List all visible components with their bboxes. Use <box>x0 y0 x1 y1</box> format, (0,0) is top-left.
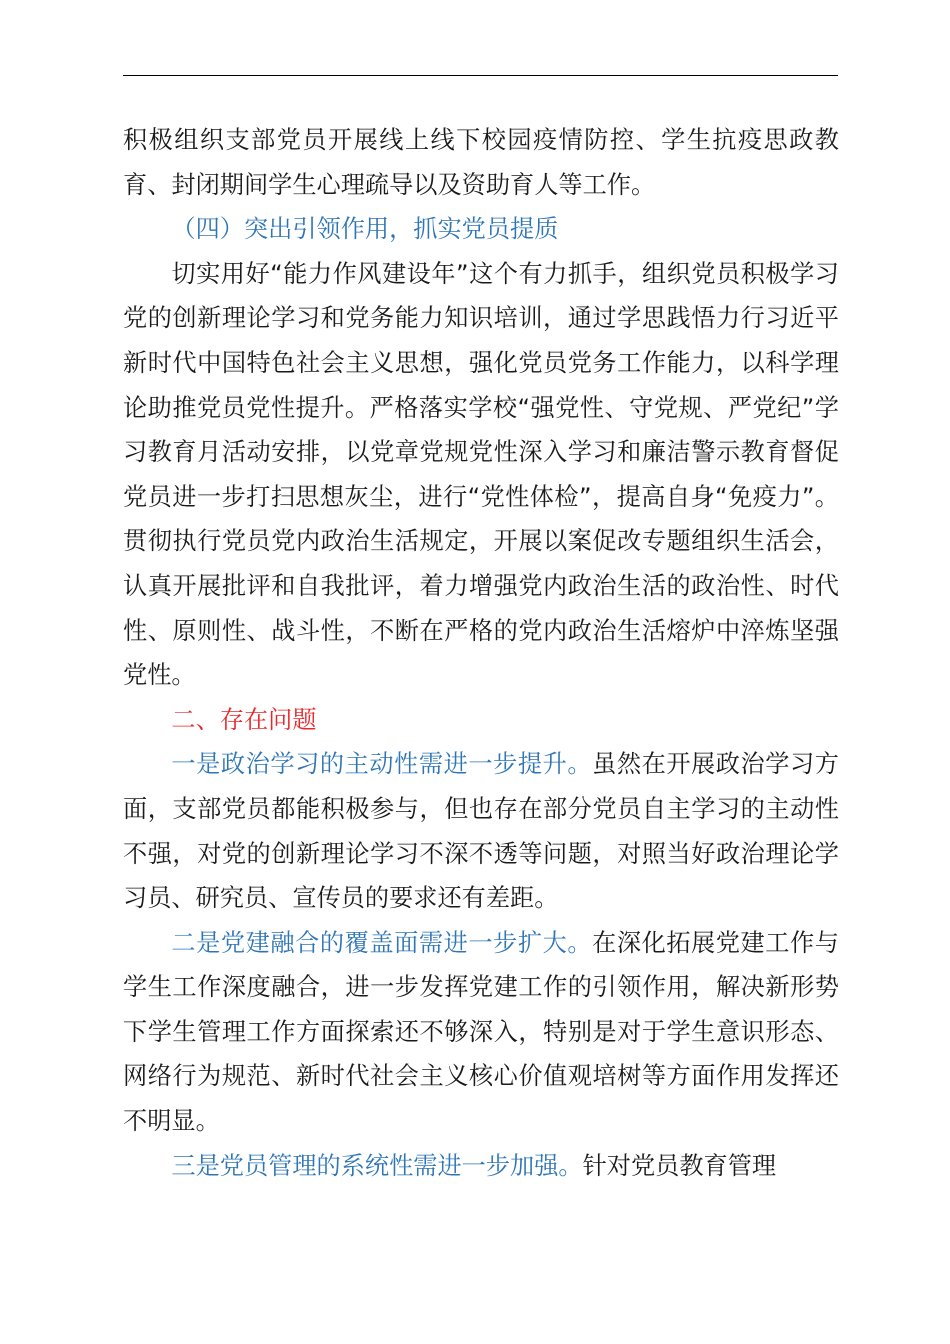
paragraph-problem-2 <box>123 921 839 1144</box>
section-heading-problems: 二、存在问题 <box>171 705 317 734</box>
paragraph-problem-3 <box>123 1144 839 1189</box>
problem-2-body: 在深化拓展党建工作与学生工作深度融合，进一步发挥党建工作的引领作用，解决新形势下学生管理工作方面探索还不够深入，特别是对于学生意识形态、网络行为规范、新时代社会主义核心价值观培树等方面作用发挥还不明显。 <box>123 928 839 1136</box>
paragraph-continuation: 积极组织支部党员开展线上线下校园疫情防控、学生抗疫思政教育、封闭期间学生心理疏导以及资助育人等工作。 <box>123 126 839 199</box>
paragraph-problem-1 <box>123 742 839 920</box>
problem-2-lead: 二是党建融合的覆盖面需进一步扩大。 <box>171 928 593 957</box>
document-body <box>123 118 839 1188</box>
header-rule <box>123 75 838 76</box>
problem-3-lead: 三是党员管理的系统性需进一步加强。 <box>171 1151 583 1180</box>
section-heading-4: （四）突出引领作用，抓实党员提质 <box>171 215 559 244</box>
problem-3-body: 针对党员教育管理 <box>582 1151 777 1180</box>
problem-1-lead: 一是政治学习的主动性需进一步提升。 <box>171 750 593 779</box>
problem-1-body: 虽然在开展政治学习方面，支部党员都能积极参与，但也存在部分党员自主学习的主动性不强，对党的创新理论学习不深不透等问题，对照当好政治理论学习员、研究员、宣传员的要求还有差距。 <box>123 750 839 913</box>
paragraph-party-quality: 切实用好“能力作风建设年”这个有力抓手，组织党员积极学习党的创新理论学习和党务能力知识培训，通过学思践悟力行习近平新时代中国特色社会主义思想，强化党员党务工作能力，以科学理论助推党员党性提升。严格落实学校“强党性、守党规、严党纪”学习教育月活动安排，以党章党规党性深入学习和廉洁警示教育督促党员进一步打扫思想灰尘，进行“党性体检”，提高自身“免疫力”。贯彻执行党员党内政治生活规定，开展以案促改专题组织生活会，认真开展批评和自我批评，着力增强党内政治生活的政治性、时代性、原则性、战斗性，不断在严格的党内政治生活熔炉中淬炼坚强党性。 <box>123 259 839 690</box>
